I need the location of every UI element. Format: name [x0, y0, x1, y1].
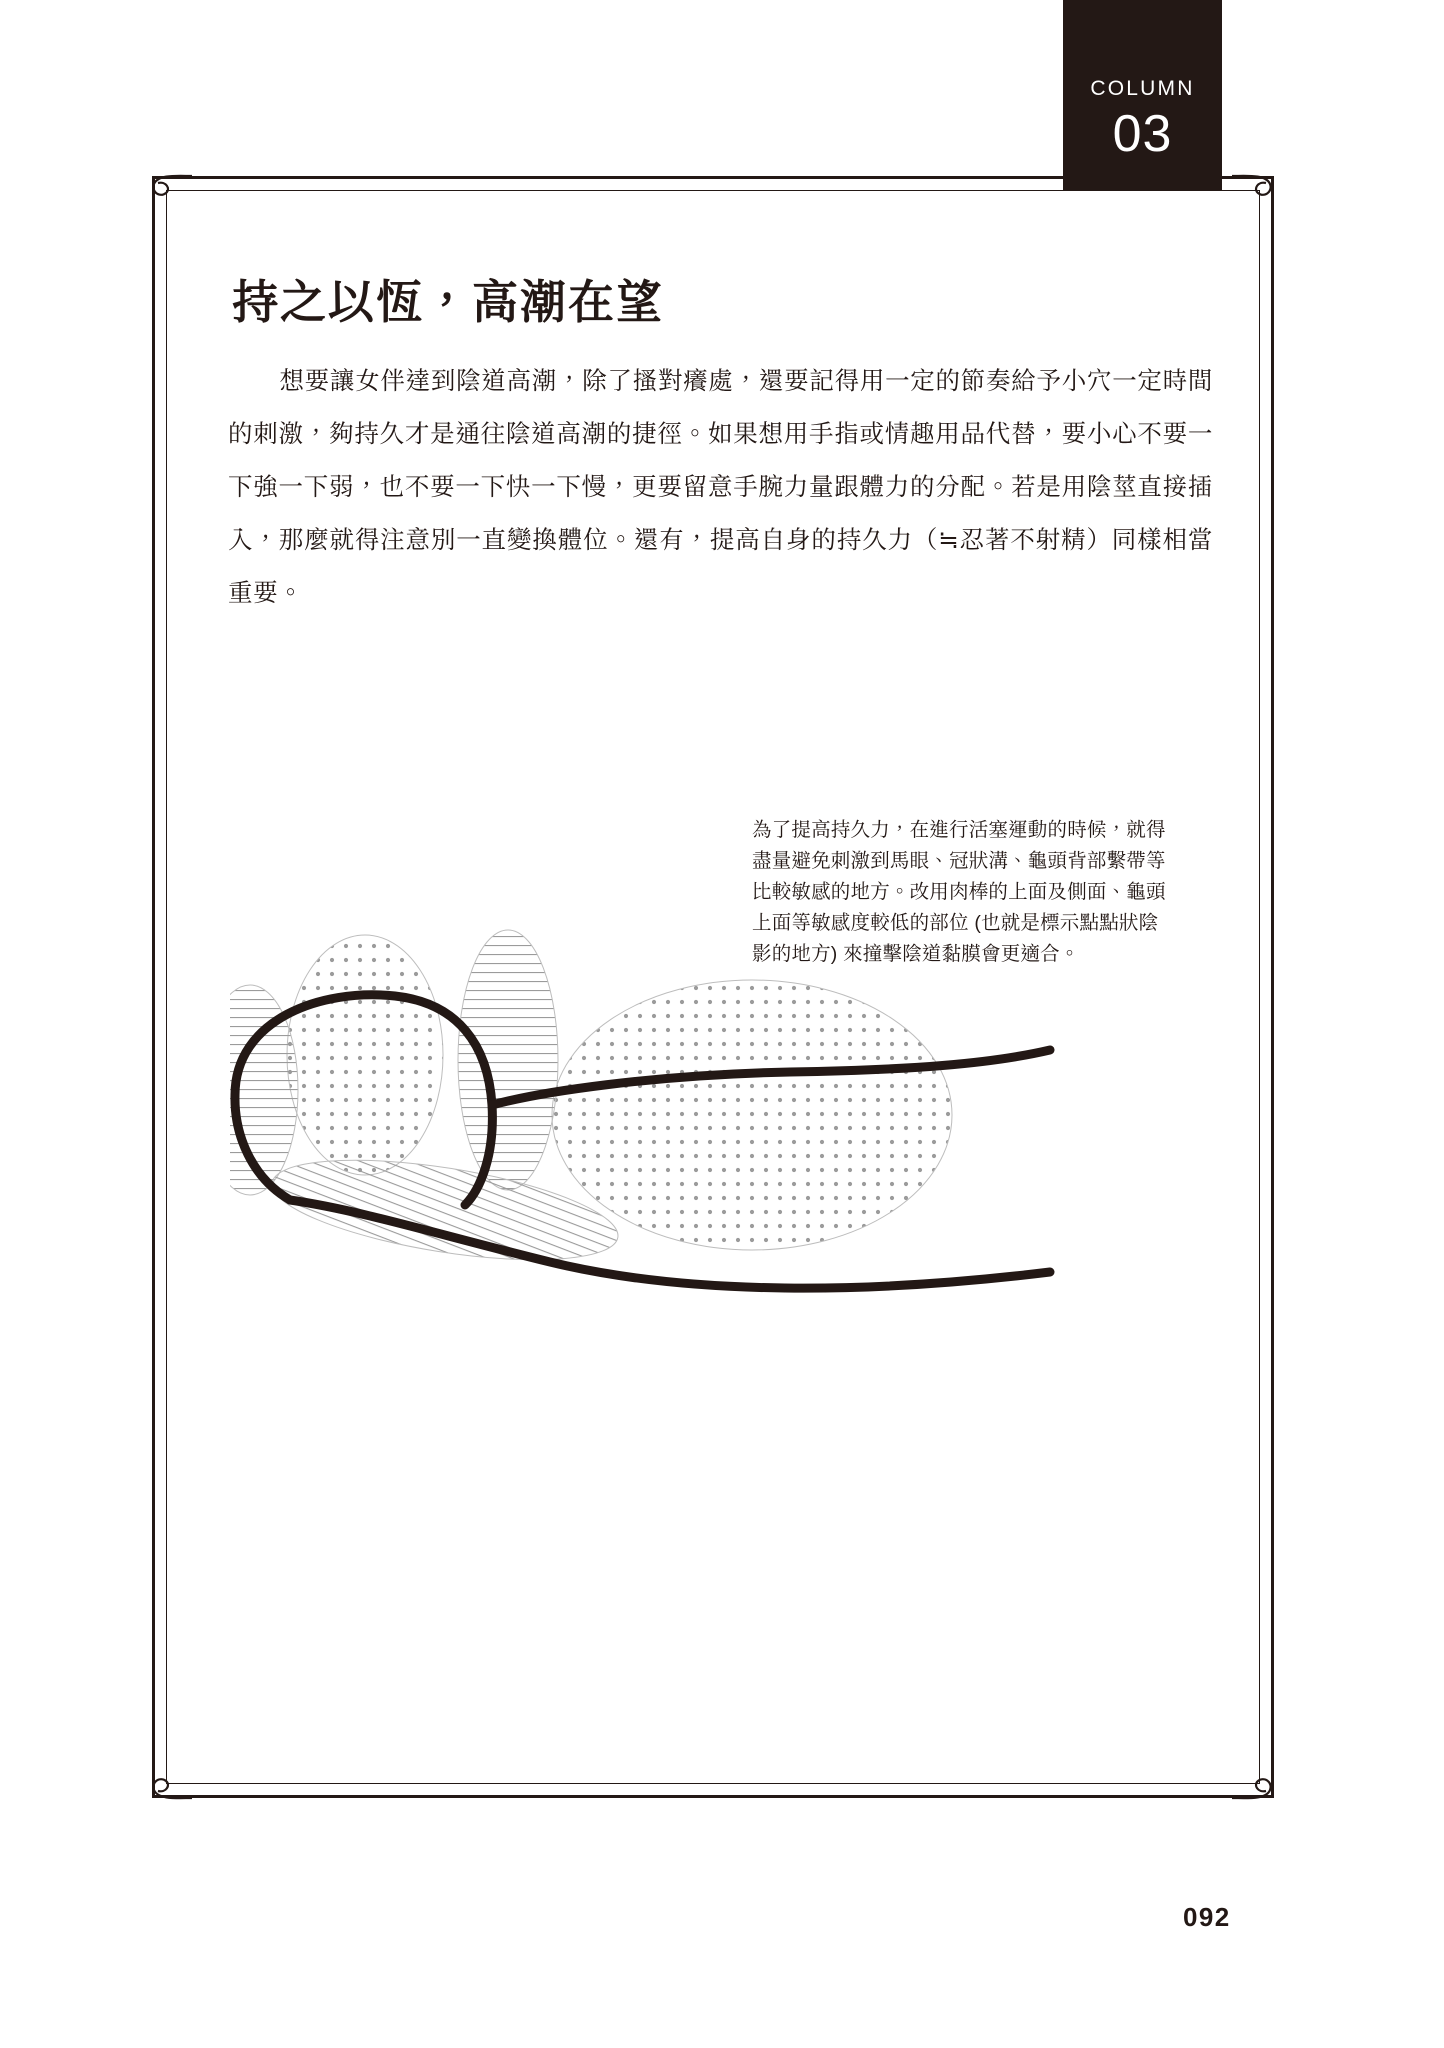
- body-paragraph: 想要讓女伴達到陰道高潮，除了搔對癢處，還要記得用一定的節奏給予小穴一定時間的刺激，夠持久才是通往陰道高潮的捷徑。如果想用手指或情趣用品代替，要小心不要一下強一下弱，也不要一下快一下慢，更要留意手腕力量跟體力的分配。若是用陰莖直接插入，那麼就得注意別一直變換體位。還有，提高自身的持久力（≒忍著不射精）同樣相當重要。: [228, 367, 1213, 607]
- column-tab-label: COLUMN: [1090, 77, 1195, 100]
- column-tab-number: 03: [1112, 105, 1173, 163]
- anatomy-illustration: [230, 900, 1270, 1420]
- figure-caption: 為了提高持久力，在進行活塞運動的時候，就得盡量避免刺激到馬眼、冠狀溝、龜頭背部繫帶等比較敏感的地方。改用肉棒的上面及側面、龜頭上面等敏感度較低的部位 (也就是標示點點狀陰影的地方) 來撞擊陰道黏膜會更適合。: [752, 818, 1166, 965]
- page-title: 持之以恆，高潮在望: [232, 275, 664, 328]
- column-tab: [1063, 0, 1222, 190]
- page-number: 092: [1183, 1902, 1231, 1932]
